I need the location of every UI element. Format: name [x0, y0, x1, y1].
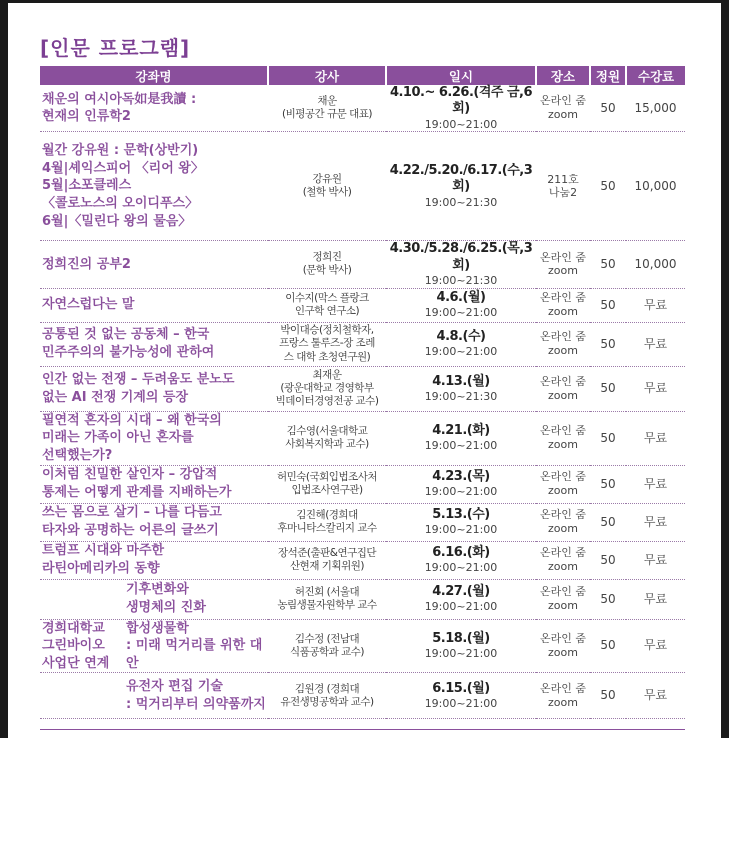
lecturer-line: 식품공학과 교수) [290, 645, 364, 658]
schedule-date: 5.13.(수) [432, 507, 490, 522]
table-row [40, 503, 685, 541]
place-line: zoom [548, 560, 578, 573]
group-course-cell [40, 673, 268, 719]
header-lecturer: 강사 [268, 66, 386, 85]
schedule-time: 19:00~21:00 [424, 439, 498, 453]
place-line: 211호 [547, 172, 579, 186]
capacity: 50 [590, 579, 626, 619]
lecturer [268, 579, 386, 619]
schedule-date: 4.27.(월) [432, 584, 490, 599]
lecturer-line: 허민숙(국회입법조사처 [276, 470, 378, 483]
lecturer-line: 장석준(출판&연구집단 [277, 546, 377, 559]
lecturer-line: 박이대승(정치철학자, [280, 324, 374, 337]
schedule [386, 411, 536, 465]
lecturer-line: 농림생물자원학부 교수 [277, 599, 377, 611]
place [536, 465, 590, 503]
course-name-line: 트럼프 시대와 마주한 [42, 543, 165, 559]
place-line: zoom [548, 438, 578, 451]
course-name-line: 4월|셰익스피어 〈리어 왕〉 [42, 160, 204, 176]
schedule [386, 465, 536, 503]
course-name-line: 이처럼 친밀한 살인자 – 강압적 [42, 467, 218, 483]
fee: 10,000 [626, 132, 685, 241]
schedule-date: 5.18.(월) [432, 630, 490, 646]
schedule-date: 6.16.(화) [432, 545, 490, 560]
header-fee: 수강료 [626, 66, 685, 85]
fee: 무료 [626, 673, 685, 719]
lecturer-line: 스 대학 초청연구원) [283, 350, 371, 363]
course-name [40, 465, 268, 503]
course-name-line: : 먹거리부터 의약품까지 [126, 696, 266, 712]
lecturer-line: 김진해(경희대 [296, 508, 358, 521]
schedule-date: 4.13.(월) [432, 373, 490, 389]
place [536, 132, 590, 241]
lecturer [268, 241, 386, 288]
lecturer-line: 후마니타스칼리지 교수 [277, 522, 377, 534]
capacity: 50 [590, 366, 626, 411]
table-row [40, 366, 685, 411]
lecturer [268, 619, 386, 673]
place [536, 503, 590, 541]
schedule-date: 4.23.(목) [432, 469, 490, 484]
schedule-time: 19:00~21:30 [424, 389, 498, 403]
course-name-line: 월간 강유원 : 문학(상반기) [42, 143, 199, 159]
capacity: 50 [590, 541, 626, 579]
schedule [386, 241, 536, 288]
place-line: 온라인 줌 [539, 94, 586, 108]
place-line: zoom [548, 484, 578, 497]
capacity: 50 [590, 85, 626, 132]
schedule [386, 541, 536, 579]
table-row [40, 132, 685, 241]
lecturer-line: 허진회 (서울대 [294, 585, 360, 598]
lecturer [268, 465, 386, 503]
course-name-line: 선택했는가? [42, 447, 113, 463]
fee: 무료 [626, 366, 685, 411]
group-course-name [126, 581, 268, 616]
group-name-line: 사업단 연계 [42, 655, 110, 671]
place [536, 673, 590, 719]
course-name-line: 합성생물학 [126, 620, 189, 636]
lecturer [268, 541, 386, 579]
lecturer [268, 322, 386, 366]
schedule-time: 19:00~21:00 [424, 600, 498, 614]
lecturer-line: 김수영(서울대학교 [286, 424, 368, 437]
capacity: 50 [590, 411, 626, 465]
lecturer-line: 최재운 [312, 368, 342, 381]
place-line: zoom [548, 108, 578, 122]
schedule-date: 4.21.(화) [432, 423, 490, 438]
course-name [40, 541, 268, 579]
lecturer-line: 정희진 [312, 251, 342, 264]
place [536, 366, 590, 411]
table-row [40, 411, 685, 465]
lecturer [268, 132, 386, 241]
lecturer-line: 강유원 [312, 173, 342, 186]
capacity: 50 [590, 619, 626, 673]
schedule-time: 19:00~21:00 [424, 306, 498, 320]
lecturer [268, 85, 386, 132]
schedule-time: 19:00~21:30 [424, 273, 498, 287]
schedule-time: 19:00~21:00 [424, 696, 498, 710]
lecturer-line: 이수지(막스 플랑크 [285, 291, 369, 304]
lecturer-line: (비평공간 규문 대표) [281, 108, 372, 121]
course-name-line: 없는 AI 전쟁 기계의 등장 [42, 389, 189, 405]
schedule-date: 6.15.(월) [432, 680, 490, 696]
course-name-line: 라틴아메리카의 동향 [42, 561, 160, 576]
course-name [40, 241, 268, 288]
header-place: 장소 [536, 66, 590, 85]
group-course-name [126, 678, 268, 713]
place-line: 온라인 줌 [539, 585, 586, 599]
lecturer-line: 프랑스 툴루즈-장 조레 [279, 337, 375, 350]
lecturer-line: (철학 박사) [302, 186, 352, 199]
schedule [386, 132, 536, 241]
schedule-time: 19:00~21:00 [424, 523, 498, 537]
lecturer [268, 503, 386, 541]
lecturer-line: 유전생명공학과 교수) [280, 695, 374, 708]
lecturer-line: (광운대학교 경영학부 [280, 381, 374, 394]
schedule [386, 503, 536, 541]
capacity: 50 [590, 673, 626, 719]
schedule-time: 19:00~21:00 [424, 345, 498, 359]
place [536, 411, 590, 465]
fee: 15,000 [626, 85, 685, 132]
table-row [40, 465, 685, 503]
schedule-date: 4.30./5.28./6.25.(목,3회) [389, 241, 533, 273]
course-name-line: 미래는 가족이 아닌 혼자를 [42, 430, 194, 446]
table-bottom-line [40, 729, 685, 730]
group-name-line: 경희대학교 [42, 620, 105, 636]
course-name-line: 6월|〈밀린다 왕의 물음〉 [42, 213, 192, 229]
lecturer-line: 인구학 연구소) [294, 305, 360, 317]
schedule [386, 673, 536, 719]
course-name-line: 인간 없는 전쟁 – 두려움도 분노도 [42, 371, 235, 387]
header-capacity: 정원 [590, 66, 626, 85]
course-name-line: 필연적 혼자의 시대 – 왜 한국의 [42, 412, 222, 428]
header-date: 일시 [386, 66, 536, 85]
place [536, 579, 590, 619]
capacity: 50 [590, 322, 626, 366]
course-name-line: 쓰는 몸으로 살기 – 나를 다듬고 [42, 505, 222, 521]
fee: 무료 [626, 465, 685, 503]
table-header-row [40, 66, 685, 85]
course-name-line: 공통된 것 없는 공동체 – 한국 [42, 327, 210, 343]
place-line: 나눔2 [548, 186, 578, 200]
course-name-line: 유전자 편집 기술 [126, 679, 223, 695]
fee: 무료 [626, 288, 685, 322]
capacity: 50 [590, 503, 626, 541]
course-name-line: 5월|소포클레스 [42, 178, 132, 194]
lecturer [268, 673, 386, 719]
place-line: 온라인 줌 [539, 291, 586, 305]
schedule [386, 85, 536, 132]
lecturer-line: 채운 [317, 95, 337, 107]
place-line: 온라인 줌 [539, 546, 586, 560]
course-name-line: 통제는 어떻게 관계를 지배하는가 [42, 485, 232, 500]
schedule-time: 19:00~21:00 [424, 117, 498, 131]
schedule-time: 19:00~21:00 [424, 561, 498, 575]
fee: 무료 [626, 541, 685, 579]
group-course-name [126, 620, 268, 673]
course-name [40, 288, 268, 322]
schedule-date: 4.22./5.20./6.17.(수,3회) [389, 163, 533, 195]
course-name [40, 411, 268, 465]
course-name-line: 기후변화와 [126, 582, 189, 598]
place-line: 온라인 줌 [539, 424, 586, 438]
table-row-group [40, 673, 685, 719]
place [536, 241, 590, 288]
place-line: 온라인 줌 [539, 250, 586, 264]
place [536, 619, 590, 673]
course-name-line: 생명체의 진화 [126, 600, 206, 615]
schedule-date: 4.6.(월) [436, 290, 486, 305]
group-course-cell [40, 619, 268, 673]
section-title: [인문 프로그램] [40, 36, 191, 60]
fee: 무료 [626, 619, 685, 673]
table-row [40, 288, 685, 322]
lecturer-line: 빅데이터경영전공 교수) [275, 395, 379, 408]
course-name [40, 503, 268, 541]
header-course: 강좌명 [40, 66, 268, 85]
course-name-line: 〈콜로노스의 오이디푸스〉 [42, 196, 199, 212]
place-line: zoom [548, 264, 578, 278]
capacity: 50 [590, 132, 626, 241]
lecturer-line: 김수정 (전남대 [294, 632, 360, 645]
lecturer [268, 411, 386, 465]
lecturer-line: 사회복지학과 교수) [285, 438, 369, 450]
place-line: zoom [548, 388, 578, 402]
place-line: zoom [548, 522, 578, 535]
schedule-time: 19:00~21:00 [424, 485, 498, 499]
place [536, 85, 590, 132]
schedule [386, 322, 536, 366]
fee: 무료 [626, 503, 685, 541]
fee: 무료 [626, 322, 685, 366]
table-row [40, 241, 685, 288]
table-row [40, 322, 685, 366]
fee: 무료 [626, 411, 685, 465]
schedule [386, 288, 536, 322]
place-line: zoom [548, 599, 578, 612]
schedule-time: 19:00~21:30 [424, 195, 498, 209]
place-line: zoom [548, 344, 578, 357]
place-line: 온라인 줌 [539, 632, 586, 646]
lecturer-line: 산현재 기획위원) [290, 560, 364, 572]
place [536, 541, 590, 579]
course-name [40, 322, 268, 366]
lecturer [268, 366, 386, 411]
course-name-line: 자연스럽다는 말 [42, 297, 135, 313]
place [536, 288, 590, 322]
lecturer-line: (문학 박사) [302, 264, 352, 277]
table-row-group [40, 579, 685, 619]
place-line: 온라인 줌 [539, 330, 586, 344]
capacity: 50 [590, 241, 626, 288]
course-name [40, 366, 268, 411]
table-row-group [40, 619, 685, 673]
table-row [40, 85, 685, 132]
capacity: 50 [590, 288, 626, 322]
lecturer [268, 288, 386, 322]
place-line: zoom [548, 645, 578, 659]
capacity: 50 [590, 465, 626, 503]
schedule-date: 4.10.~ 6.26.(격주 금,6회) [389, 85, 533, 117]
fee: 무료 [626, 579, 685, 619]
course-name-line: 타자와 공명하는 어른의 글쓰기 [42, 523, 219, 538]
place-line: 온라인 줌 [539, 470, 586, 484]
lecturer-line: 입법조사연구관) [291, 484, 363, 496]
schedule [386, 579, 536, 619]
program-table [40, 66, 685, 719]
course-name-line: 민주주의의 불가능성에 관하여 [42, 345, 215, 360]
schedule-date: 4.8.(수) [436, 329, 486, 344]
place-line: 온라인 줌 [539, 508, 586, 522]
table-row [40, 541, 685, 579]
schedule [386, 366, 536, 411]
course-name [40, 85, 268, 132]
course-name-line: 현재의 인류학2 [42, 109, 131, 125]
schedule [386, 619, 536, 673]
lecturer-line: 김원경 (경희대 [294, 682, 360, 695]
course-name-line: 정희진의 공부2 [42, 256, 131, 272]
schedule-time: 19:00~21:00 [424, 647, 498, 661]
place-line: 온라인 줌 [539, 374, 586, 388]
course-name-line: : 미래 먹거리를 위한 대안 [126, 638, 263, 671]
fee: 10,000 [626, 241, 685, 288]
course-name-line: 채운의 여시아독如是我讀 : [42, 91, 197, 107]
place-line: 온라인 줌 [539, 681, 586, 695]
place [536, 322, 590, 366]
group-name-line: 그린바이오 [42, 638, 105, 654]
place-line: zoom [548, 305, 578, 318]
course-name [40, 132, 268, 241]
place-line: zoom [548, 695, 578, 709]
